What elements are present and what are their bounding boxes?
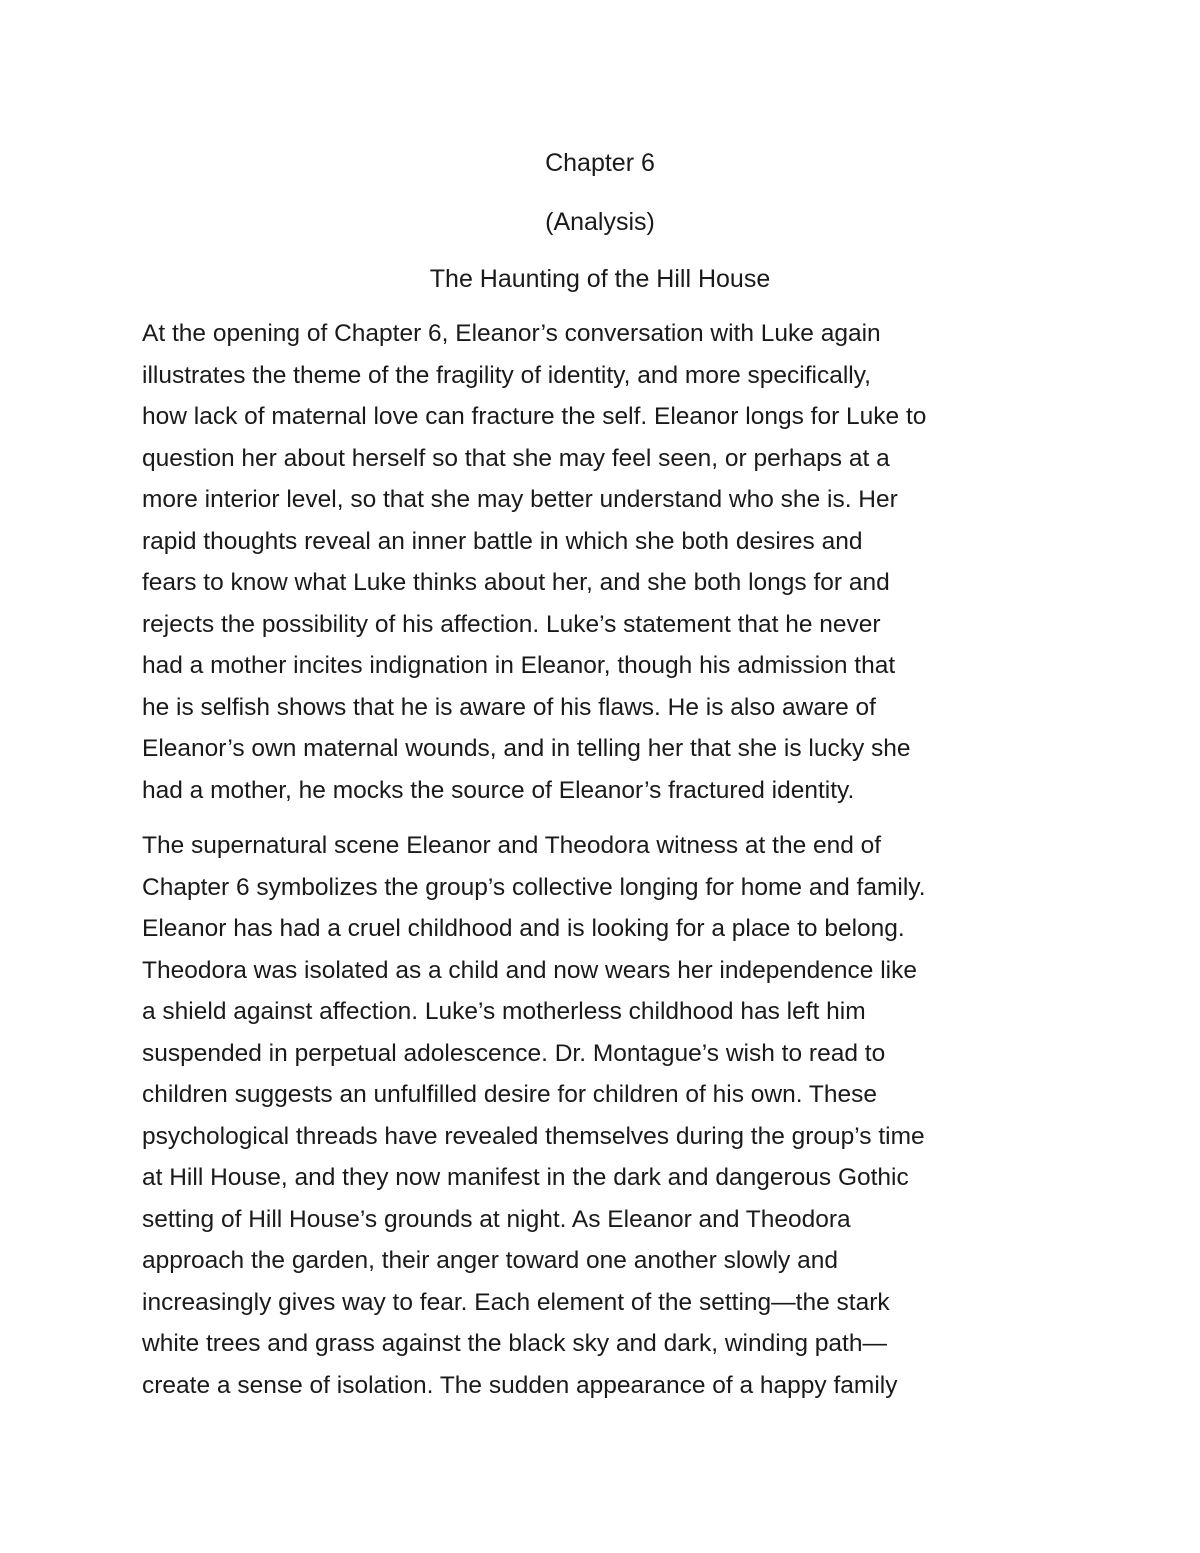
text-line: fears to know what Luke thinks about her, and she both longs for and xyxy=(142,569,890,596)
text-line: question her about herself so that she may feel seen, or perhaps at a xyxy=(142,444,890,472)
text-line: Eleanor’s own maternal wounds, and in telling her that she is lucky she xyxy=(142,735,911,762)
text-line: he is selfish shows that he is aware of his flaws. He is also aware of xyxy=(142,693,876,721)
text-line: white trees and grass against the black sky and dark, winding path— xyxy=(142,1330,887,1357)
text-line: At the opening of Chapter 6, Eleanor’s conversation with Luke again xyxy=(142,320,881,347)
text-line: how lack of maternal love can fracture the self. Eleanor longs for Luke to xyxy=(142,403,927,430)
chapter-heading: Chapter 6 xyxy=(545,149,655,177)
text-line: children suggests an unfulfilled desire for children of his own. These xyxy=(142,1081,877,1108)
text-line: Theodora was isolated as a child and now wears her independence like xyxy=(142,956,917,984)
text-line: setting of Hill House’s grounds at night. As Eleanor and Theodora xyxy=(142,1205,851,1233)
paragraph-1 xyxy=(142,313,926,811)
text-line: more interior level, so that she may better understand who she is. Her xyxy=(142,486,898,513)
paragraph-2 xyxy=(142,825,926,1406)
text-line: illustrates the theme of the fragility of identity, and more specifically, xyxy=(142,361,871,389)
text-line: a shield against affection. Luke’s motherless childhood has left him xyxy=(142,998,866,1025)
text-line: Eleanor has had a cruel childhood and is looking for a place to belong. xyxy=(142,915,905,942)
text-line: rapid thoughts reveal an inner battle in which she both desires and xyxy=(142,527,863,555)
text-line: had a mother, he mocks the source of Eleanor’s fractured identity. xyxy=(142,776,855,804)
book-title: The Haunting of the Hill House xyxy=(429,265,771,293)
text-line: Chapter 6 symbolizes the group’s collective longing for home and family. xyxy=(142,873,926,901)
analysis-subheading: (Analysis) xyxy=(545,208,655,236)
text-line: increasingly gives way to fear. Each element of the setting—the stark xyxy=(142,1288,890,1316)
text-line: psychological threads have revealed themselves during the group’s time xyxy=(142,1122,925,1150)
text-line: create a sense of isolation. The sudden appearance of a happy family xyxy=(142,1371,898,1399)
text-line: at Hill House, and they now manifest in the dark and dangerous Gothic xyxy=(142,1164,909,1191)
text-line: rejects the possibility of his affection. Luke’s statement that he never xyxy=(142,610,881,638)
text-line: The supernatural scene Eleanor and Theodora witness at the end of xyxy=(142,832,882,859)
text-line: suspended in perpetual adolescence. Dr. Montague’s wish to read to xyxy=(142,1039,886,1067)
text-line: had a mother incites indignation in Eleanor, though his admission that xyxy=(142,652,896,679)
text-line: approach the garden, their anger toward one another slowly and xyxy=(142,1247,838,1274)
